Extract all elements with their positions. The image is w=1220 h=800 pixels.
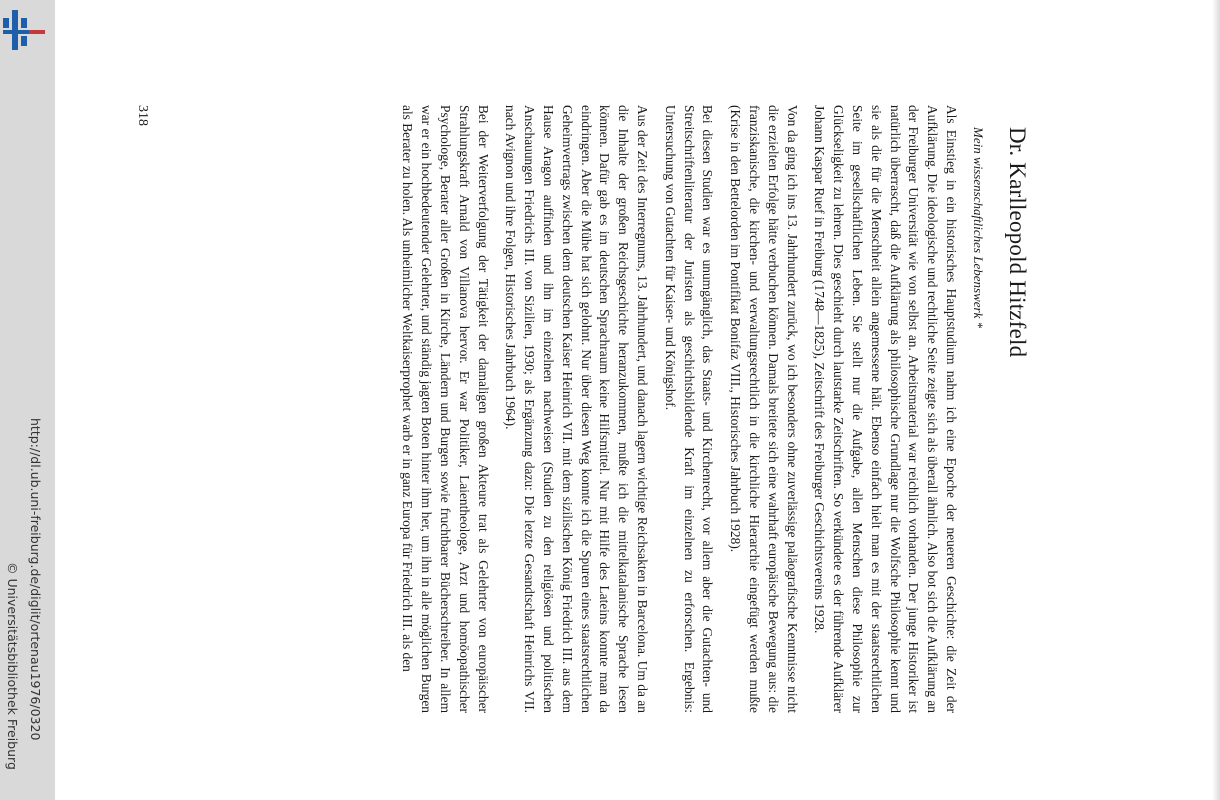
paragraph: Aus der Zeit des Interregnums, 13. Jahrhundert, und danach lagern wichtige Reichsakten in Barcelona. Um da an die Inhalte der großen Reichsgeschichte heranzukommen, mußte ich die mittelkatalanische Sprache lesen können. Dafür gab es im deutschen Sprachraum keine Hilfsmittel. Nur mit Hilfe des Lateins konnte man da eindringen. Aber die Mühe hat sich gelohnt. Nur über diesen Weg konnte ich die Spuren eines staatsrechtlichen Geheimvertrags zwischen dem deutschen Kaiser Heinrich VII. mit dem sizilischen König Friedrich III. aus dem Hause Aragon auffinden und ihn im einzelnen nachweisen (Studien zu den religiösen und politischen Anschauungen Friedrichs III. von Sizilien, 1930; als Ergänzung dazu: Die letzte Gesandtschaft Heinrichs VII. nach Avignon und ihre Folgen, Historisches Jahrbuch 1964). [503, 105, 651, 713]
page-title: Dr. Karlleopold Hitzfeld [1005, 127, 1030, 358]
paragraph: Bei diesen Studien war es unumgänglich, das Staats- und Kirchenrecht, vor allem aber die Gutachten- und Streitschriftenliteratur der Juristen als geschichtsbildende Kraft im einzelnen zu erforschen. Ergebnis: Untersuchung von Gutachten für Kaiser- und Königshof. [662, 105, 716, 713]
copyright-notice: © Universitätsbibliothek Freiburg [5, 562, 20, 770]
side-text [0, 0, 55, 800]
body-text [389, 105, 960, 713]
paragraph: Von da ging ich ins 13. Jahrhundert zurück, wo ich besonders ohne zuverlässige paläografische Kenntnisse nicht die erzielten Erfolge hätte verbuchen können. Damals breitete sich eine wahrhaft europäische Bewegung aus: die franziskanische, die kirchen- und verwaltungsrechtlich in die kirchliche Hierarchie eingefügt werden mußte (Krise in den Bettelorden im Pontifikat Bonifaz VIII., Historisches Jahrbuch 1928). [728, 105, 800, 713]
source-url[interactable]: http://dl.ub.uni-freiburg.de/diglit/ortenau1976/0320 [28, 418, 43, 741]
scanned-page [135, 105, 1030, 760]
paragraph: Als Einstieg in ein historisches Hauptstudium nahm ich eine Epoche der neueren Geschichte: die Zeit der Aufklärung. Die ideologische und rechtliche Seite zeigte sich als überall ähnlich. Also bot sich die Aufklärung an der Freiburger Universität wie von selbst an. Arbeitsmaterial war reichlich vorhanden. Der junge Historiker ist natürlich überrascht, daß die Aufklärung als philosophische Grundlage nur die Wolfsche Philosophie kennt und sie als die für die Menschheit allein angemessene hält. Ebenso einfach hielt man es mit der staatsrechtlichen Seite im gesellschaftlichen Leben. Sie stellt nur die Aufgabe, allen Menschen diese Philosophie zur Glückseligkeit zu lehren. Dies geschieht durch lautstarke Zeitschriften. So verkündete es der führende Aufklärer Johann Kaspar Ruef in Freiburg (1748—1825), Zeitschrift des Freiburger Geschichtsvereins 1928. [812, 105, 959, 713]
paragraph: Bei der Weiterverfolgung der Tätigkeit der damaligen großen Akteure trat als Gelehrter von europäischer Strahlungskraft Arnald von Villanova hervor. Er war Politiker, Laientheologe, Arzt und homöopathischer Psychologe, Berater aller Großen in Kirche, Ländern und Burgen sowie fruchtbarer Bücherschreiber. In allem war er ein hochbedeutender Gelehrter, und ständig jagten Boten hinter ihm her, um ihn in alle möglichen Burgen als Berater zu holen. Als unheimlicher Weltkaiserprophet warb er in ganz Europa für Friedrich III. als den [400, 105, 491, 713]
page-subtitle: Mein wissenschaftliches Lebenswerk * [971, 127, 986, 329]
page-number: 318 [135, 105, 150, 126]
page-edge [1212, 0, 1220, 800]
